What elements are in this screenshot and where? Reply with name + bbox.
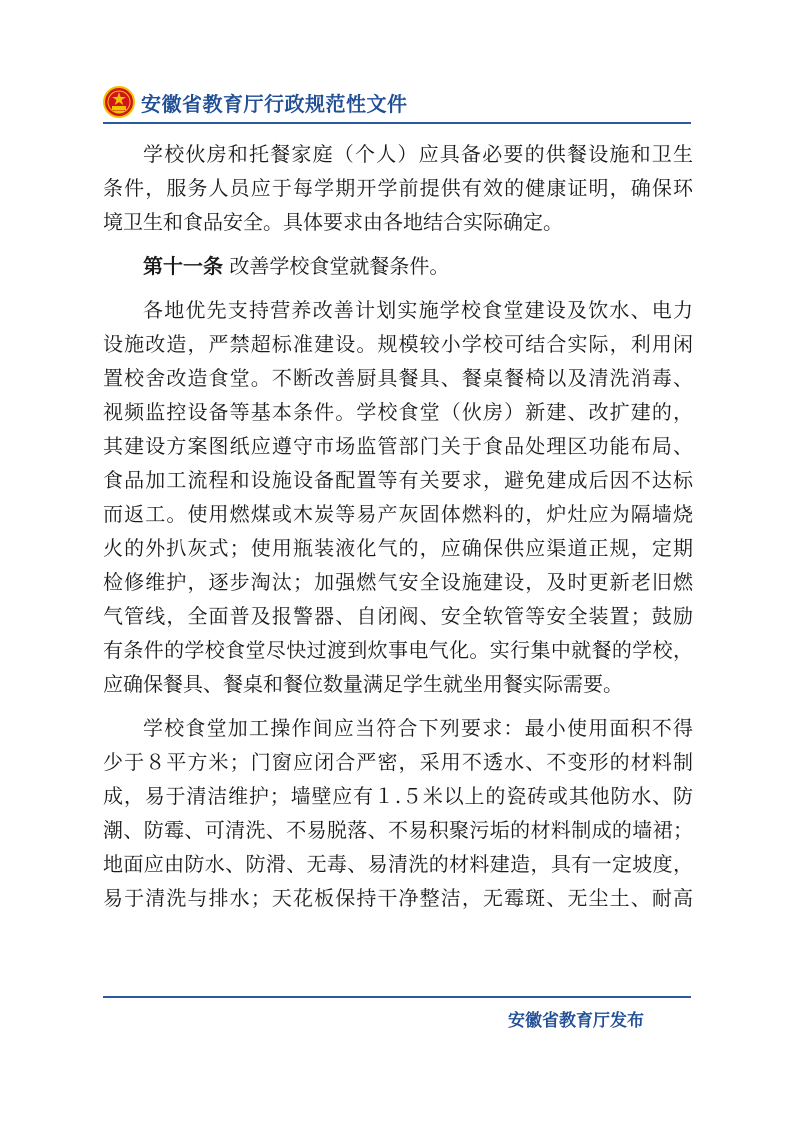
- text-line: 有条件的学校食堂尽快过渡到炊事电气化。实行集中就餐的学校，: [103, 638, 693, 662]
- text-line: 设施改造，严禁超标准建设。规模较小学校可结合实际，利用闲: [103, 332, 693, 356]
- text-line: 潮、防霉、可清洗、不易脱落、不易积聚污垢的材料制成的墙裙；: [103, 818, 693, 842]
- text-line: 火的外扒灰式；使用瓶装液化气的，应确保供应渠道正规，定期: [103, 536, 693, 560]
- text-line: 检修维护，逐步淘汰；加强燃气安全设施建设，及时更新老旧燃: [103, 570, 693, 594]
- header-divider: [103, 122, 691, 124]
- footer-divider: [103, 996, 691, 998]
- paragraph-2: [103, 293, 693, 701]
- document-header: [103, 84, 408, 120]
- text-line: 视频监控设备等基本条件。学校食堂（伙房）新建、改扩建的，: [103, 400, 693, 424]
- text-line: 气管线，全面普及报警器、自闭阀、安全软管等安全装置；鼓励: [103, 604, 693, 628]
- header-title: 安徽省教育厅行政规范性文件: [141, 91, 408, 116]
- text-line: 应确保餐具、餐桌和餐位数量满足学生就坐用餐实际需要。: [103, 672, 623, 696]
- text-line: 而返工。使用燃煤或木炭等易产灰固体燃料的，炉灶应为隔墙烧: [103, 502, 693, 526]
- text-line: 置校舍改造食堂。不断改善厨具餐具、餐桌餐椅以及清洗消毒、: [103, 366, 693, 390]
- national-emblem-icon: [103, 86, 135, 118]
- text-line: 其建设方案图纸应遵守市场监管部门关于食品处理区功能布局、: [103, 434, 693, 458]
- paragraph-1: [103, 137, 693, 239]
- text-line: 易于清洗与排水；天花板保持干净整洁，无霉斑、无尘土、耐高: [103, 886, 693, 910]
- article-number: 第十一条: [143, 254, 223, 278]
- article-title: 改善学校食堂就餐条件。: [229, 254, 450, 278]
- text-line: 地面应由防水、防滑、无毒、易清洗的材料建造，具有一定坡度，: [103, 852, 693, 876]
- text-line: 条件，服务人员应于每学期开学前提供有效的健康证明，确保环: [103, 176, 693, 200]
- article-heading: [103, 249, 693, 283]
- paragraph-3: [103, 711, 693, 915]
- text-line: 食品加工流程和设施设备配置等有关要求，避免建成后因不达标: [103, 468, 693, 492]
- footer-publisher: 安徽省教育厅发布: [508, 1011, 644, 1031]
- document-body: [103, 137, 693, 915]
- text-line: 境卫生和食品安全。具体要求由各地结合实际确定。: [103, 210, 563, 234]
- text-line: 学校食堂加工操作间应当符合下列要求：最小使用面积不得: [143, 716, 693, 740]
- text-line: 成，易于清洁维护；墙壁应有１.５米以上的瓷砖或其他防水、防: [103, 784, 693, 808]
- text-line: 各地优先支持营养改善计划实施学校食堂建设及饮水、电力: [143, 298, 693, 322]
- text-line: 少于８平方米；门窗应闭合严密，采用不透水、不变形的材料制: [103, 750, 693, 774]
- text-line: 学校伙房和托餐家庭（个人）应具备必要的供餐设施和卫生: [143, 142, 693, 166]
